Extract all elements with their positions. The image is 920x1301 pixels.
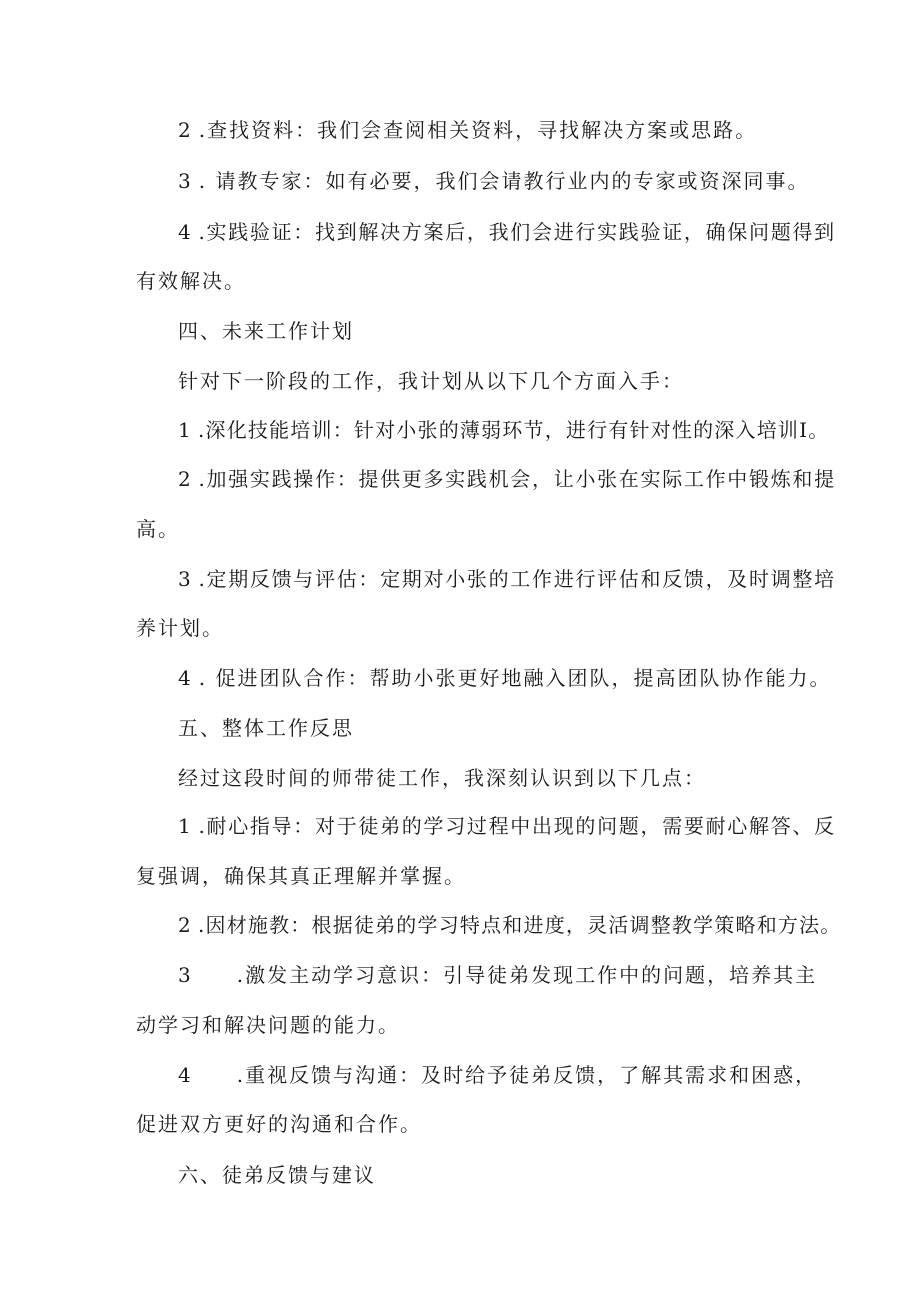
item-text: .重视反馈与沟通：及时给予徒弟反馈，了解其需求和困惑， (236, 1063, 818, 1087)
list-item (178, 465, 836, 493)
item-text: 复强调，确保其真正理解并掌握。 (136, 864, 466, 888)
item-number: 3 (178, 963, 193, 987)
paragraph-continuation (136, 1011, 400, 1039)
heading-text: 四、未来工作计划 (178, 319, 354, 343)
item-text: .激发主动学习意识：引导徒弟发现工作中的问题，培养其主 (236, 963, 818, 987)
item-text: .耐心指导：对于徒弟的学习过程中出现的问题，需要耐心解答、反 (198, 814, 836, 838)
item-text: 动学习和解决问题的能力。 (136, 1013, 400, 1037)
item-number: 4 (178, 1063, 193, 1087)
item-text: . 请教专家：如有必要，我们会请教行业内的专家或资深同事。 (198, 169, 810, 193)
list-item (178, 664, 831, 692)
list-item (178, 116, 757, 144)
item-text: .实践验证：找到解决方案后，我们会进行实践验证，确保问题得到 (198, 220, 836, 244)
item-text: . 促进团队合作：帮助小张更好地融入团队，提高团队协作能力。 (198, 666, 832, 690)
list-item (178, 812, 836, 840)
item-number: 2 (178, 913, 192, 937)
item-text: 高。 (136, 517, 180, 541)
item-text: 养计划。 (136, 616, 224, 640)
list-item (178, 167, 809, 195)
section-heading (178, 714, 354, 742)
item-text: .因材施教：根据徒弟的学习特点和进度，灵活调整教学策略和方法。 (197, 913, 842, 937)
item-number: 3 (178, 567, 193, 591)
paragraph-continuation (136, 267, 246, 295)
list-item (178, 1061, 817, 1089)
item-number: 4 (178, 220, 193, 244)
paragraph-continuation (136, 515, 180, 543)
paragraph-continuation (136, 1110, 422, 1138)
list-item (178, 565, 836, 593)
item-number: 3 (178, 169, 193, 193)
section-heading (178, 317, 354, 345)
item-number: 1 (178, 814, 193, 838)
item-text: .查找资料：我们会查阅相关资料，寻找解决方案或思路。 (198, 118, 758, 142)
heading-text: 六、徒弟反馈与建议 (178, 1163, 376, 1187)
paragraph-continuation (136, 614, 224, 642)
item-number: 2 (178, 118, 193, 142)
item-text: 促进双方更好的沟通和合作。 (136, 1112, 422, 1136)
list-item (178, 218, 836, 246)
paragraph-continuation (136, 862, 466, 890)
paragraph (178, 367, 684, 395)
item-number: 2 (178, 467, 193, 491)
paragraph-text: 针对下一阶段的工作，我计划从以下几个方面入手： (178, 369, 684, 393)
item-number: 4 (178, 666, 193, 690)
list-item (178, 911, 842, 939)
paragraph-text: 经过这段时间的师带徒工作，我深刻认识到以下几点： (178, 766, 706, 790)
item-text: .定期反馈与评估：定期对小张的工作进行评估和反馈，及时调整培 (198, 567, 836, 591)
list-item (178, 961, 817, 989)
item-text: .深化技能培训：针对小张的薄弱环节，进行有针对性的深入培训I。 (197, 418, 830, 442)
heading-text: 五、整体工作反思 (178, 716, 354, 740)
paragraph (178, 764, 706, 792)
item-number: 1 (178, 418, 192, 442)
list-item (178, 416, 829, 444)
item-text: 有效解决。 (136, 269, 246, 293)
section-heading (178, 1161, 376, 1189)
item-text: .加强实践操作：提供更多实践机会，让小张在实际工作中锻炼和提 (198, 467, 836, 491)
